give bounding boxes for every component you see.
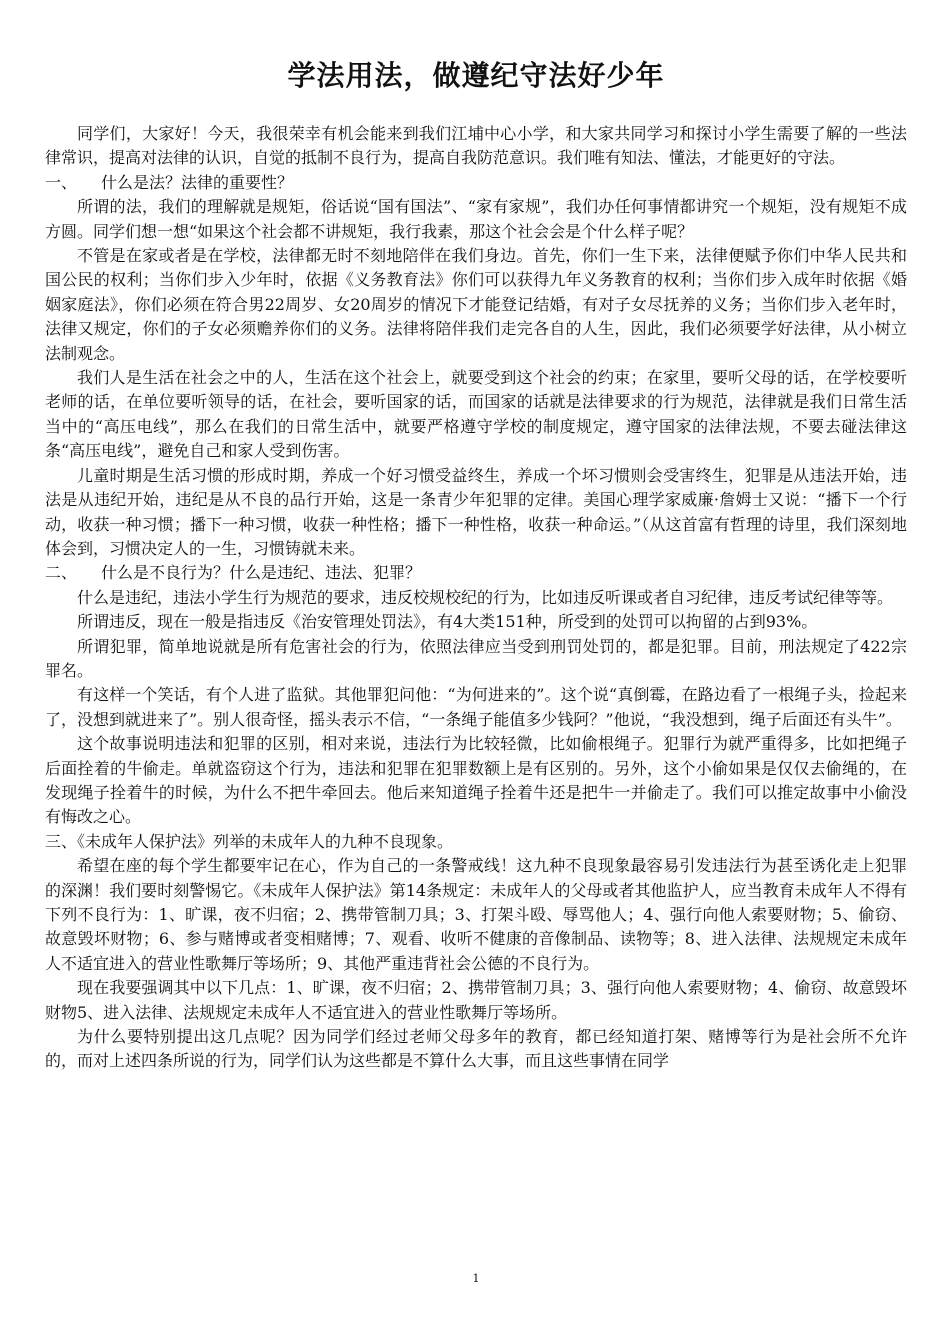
section-heading-3 [45,830,907,854]
section-number: 二、 [45,563,78,583]
page-number: 1 [472,1272,480,1285]
section-heading-text: 《未成年人保护法》列举的未成年人的九种不良现象。 [77,831,454,851]
paragraph: 现在我要强调其中以下几点：1、旷课，夜不归宿；2、携带管制刀具；3、强行向他人索要财物；4、偷窃、故意毁坏财物5、进入法律、法规规定未成年人不适宜进入的营业性歌舞厅等场所。 [45,978,907,1022]
section-heading-2 [45,561,907,585]
document-page [45,0,907,1344]
paragraph: 有这样一个笑话，有个人进了监狱。其他罪犯问他：“为何进来的”。这个说“真倒霉，在路边看了一根绳子头，捡起来了，没想到就进来了”。别人很奇怪，摇头表示不信，“一条绳子能值多少钱阿？”他说，“我没想到，绳子后面还有头牛”。 [45,685,907,729]
section-heading-text: 什么是法？法律的重要性？ [101,172,294,192]
paragraph: 这个故事说明违法和犯罪的区别，相对来说，违法行为比较轻微，比如偷根绳子。犯罪行为就严重得多，比如把绳子后面拴着的牛偷走。单就盗窃这个行为，违法和犯罪在犯罪数额上是有区别的。另外，这个小偷如果是仅仅去偷绳的，在发现绳子拴着牛的时候，为什么不把牛牵回去。他后来知道绳子拴着牛还是把牛一并偷走了。我们可以推定故事中小偷没有悔改之心。 [45,734,907,827]
paragraph: 儿童时期是生活习惯的形成时期，养成一个好习惯受益终生，养成一个坏习惯则会受害终生，犯罪是从违法开始，违法是从违纪开始，违纪是从不良的品行开始，这是一条青少年犯罪的定律。美国心理学家威廉·詹姆士又说：“播下一个行动，收获一种习惯；播下一种习惯，收获一种性格；播下一种性格，收获一种命运。”（从这首富有哲理的诗里，我们深刻地体会到，习惯决定人的一生，习惯铸就未来。 [45,465,907,558]
paragraph: 我们人是生活在社会之中的人，生活在这个社会上，就要受到这个社会的约束；在家里，要听父母的话，在学校要听老师的话，在单位要听领导的话，在社会，要听国家的话，而国家的话就是法律要求的行为规范，法律就是我们日常生活当中的“高压电线”，那么在我们的日常生活中，就要严格遵守学校的制度规定，遵守国家的法律法规，不要去碰法律这条“高压电线”，避免自己和家人受到伤害。 [45,368,907,461]
paragraph: 为什么要特别提出这几点呢？因为同学们经过老师父母多年的教育，都已经知道打架、赌博等行为是社会所不允许的，而对上述四条所说的行为，同学们认为这些都是不算什么大事，而且这些事情在同学 [45,1027,907,1071]
paragraph: 所谓犯罪，简单地说就是所有危害社会的行为，依照法律应当受到刑罚处罚的，都是犯罪。目前，刑法规定了422宗罪名。 [45,636,907,680]
section-number: 三、 [45,831,78,851]
paragraph-intro: 同学们，大家好！今天，我很荣幸有机会能来到我们江埔中心小学，和大家共同学习和探讨小学生需要了解的一些法律常识，提高对法律的认识，自觉的抵制不良行为，提高自我防范意识。我们唯有知法、懂法，才能更好的守法。 [45,124,907,168]
document-title: 学法用法，做遵纪守法好少年 [287,59,665,92]
paragraph: 什么是违纪，违法小学生行为规范的要求，违反校规校纪的行为，比如违反听课或者自习纪律，违反考试纪律等等。 [77,587,894,607]
paragraph: 希望在座的每个学生都要牢记在心，作为自己的一条警戒线！这九种不良现象最容易引发违法行为甚至诱化走上犯罪的深渊！我们要时刻警惕它。《未成年人保护法》第14条规定：未成年人的父母或者其他监护人，应当教育未成年人不得有下列不良行为：1、旷课，夜不归宿；2、携带管制刀具；3、打架斗殴、辱骂他人；4、强行向他人索要财物；5、偷窃、故意毁坏财物；6、参与赌博或者变相赌博；7、观看、收听不健康的音像制品、读物等；8、进入法律、法规规定未成年人不适宜进入的营业性歌舞厅等场所；9、其他严重违背社会公德的不良行为。 [45,856,907,973]
section-heading-1 [45,171,907,195]
section-number: 一、 [45,172,78,192]
section-heading-text: 什么是不良行为？什么是违纪、违法、犯罪？ [101,563,422,583]
paragraph: 所谓违反，现在一般是指违反《治安管理处罚法》，有4大类151种，所受到的处罚可以拘留的占到93%。 [77,612,818,632]
document-body [45,122,907,1074]
paragraph: 所谓的法，我们的理解就是规矩，俗话说“国有国法”、“家有家规”，我们办任何事情都讲究一个规矩，没有规矩不成方圆。同学们想一想“如果这个社会都不讲规矩，我行我素，那这个社会会是个什么样子呢？ [45,197,907,241]
paragraph: 不管是在家或者是在学校，法律都无时不刻地陪伴在我们身边。首先，你们一生下来，法律便赋予你们中华人民共和国公民的权利；当你们步入少年时，依据《义务教育法》你们可以获得九年义务教育的权利；当你们步入成年时依据《婚姻家庭法》，你们必须在符合男22周岁、女20周岁的情况下才能登记结婚，有对子女尽抚养的义务；当你们步入老年时，法律又规定，你们的子女必须赡养你们的义务。法律将陪伴我们走完各自的人生，因此，我们必须要学好法律，从小树立法制观念。 [45,246,907,363]
